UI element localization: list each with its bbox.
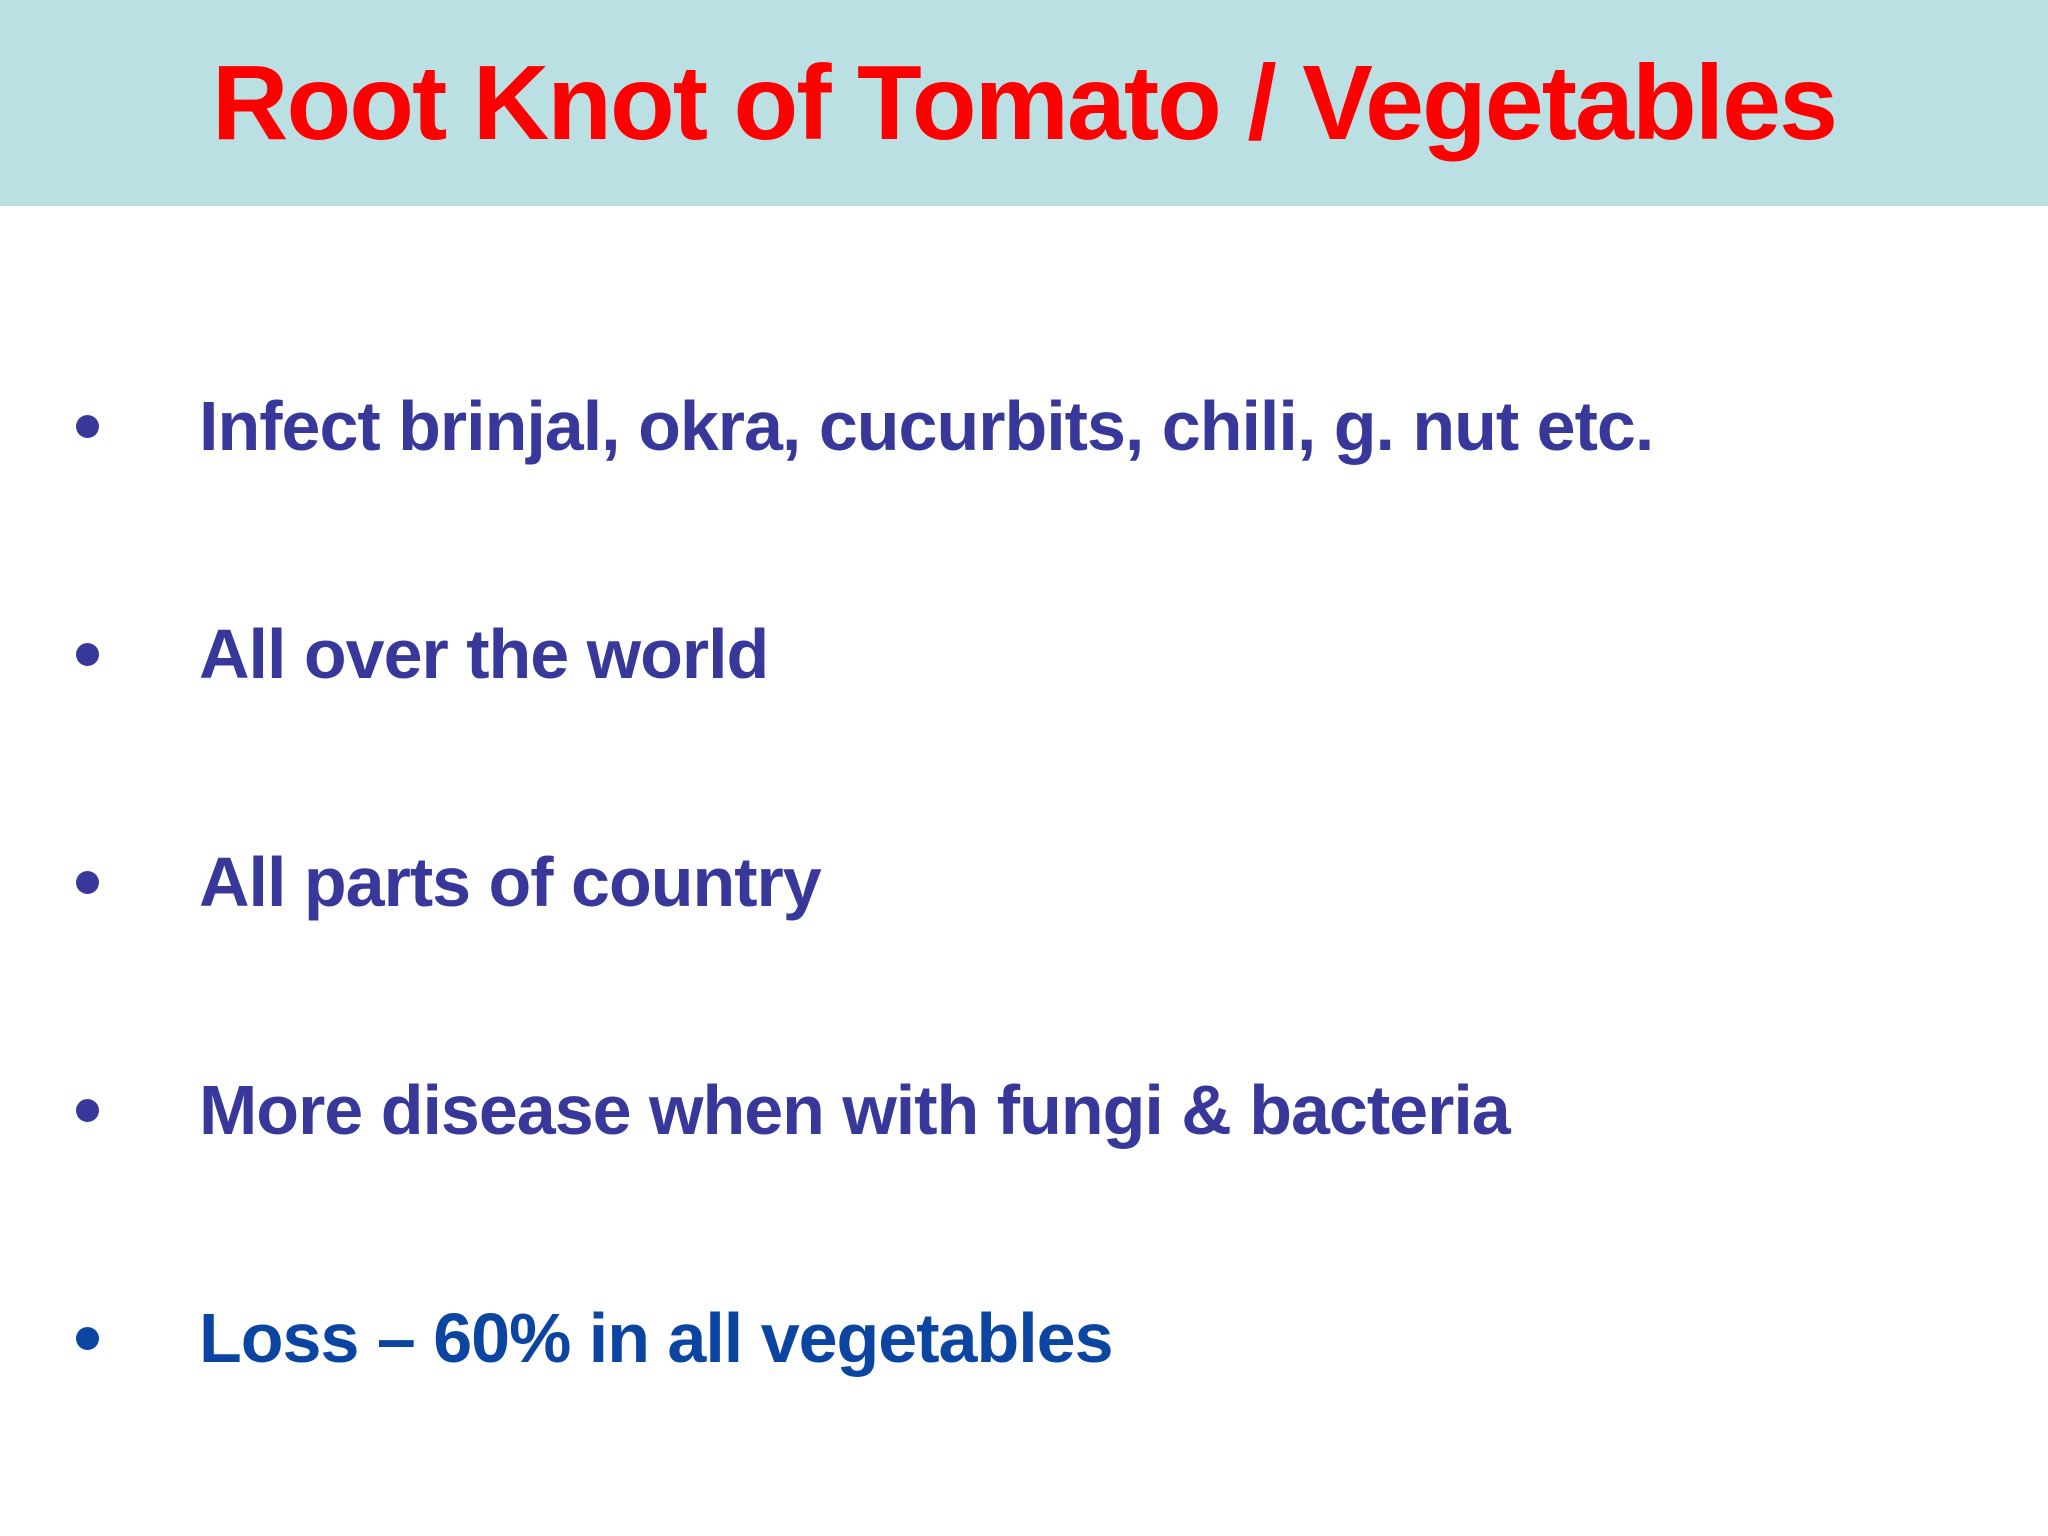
- bullet-dot-icon: [76, 871, 99, 894]
- bullet-text: More disease when with fungi & bacteria: [199, 1071, 1510, 1149]
- bullet-item: [76, 830, 2048, 934]
- bullet-dot-icon: [76, 1327, 99, 1350]
- bullet-dot-icon: [76, 415, 99, 438]
- bullet-dot-icon: [76, 1099, 99, 1122]
- bullet-item: [76, 1058, 2048, 1162]
- bullet-text: All over the world: [199, 615, 769, 693]
- bullet-item: [76, 374, 2048, 478]
- bullet-item: [76, 1286, 2048, 1390]
- bullet-dot-icon: [76, 643, 99, 666]
- bullet-text: Infect brinjal, okra, cucurbits, chili, g. nut etc.: [199, 387, 1654, 465]
- bullet-list: [0, 206, 2048, 1390]
- slide-title: Root Knot of Tomato / Vegetables: [211, 43, 1837, 162]
- title-band: [0, 0, 2048, 206]
- bullet-item: [76, 602, 2048, 706]
- bullet-text: Loss – 60% in all vegetables: [199, 1299, 1113, 1377]
- bullet-text: All parts of country: [199, 843, 821, 921]
